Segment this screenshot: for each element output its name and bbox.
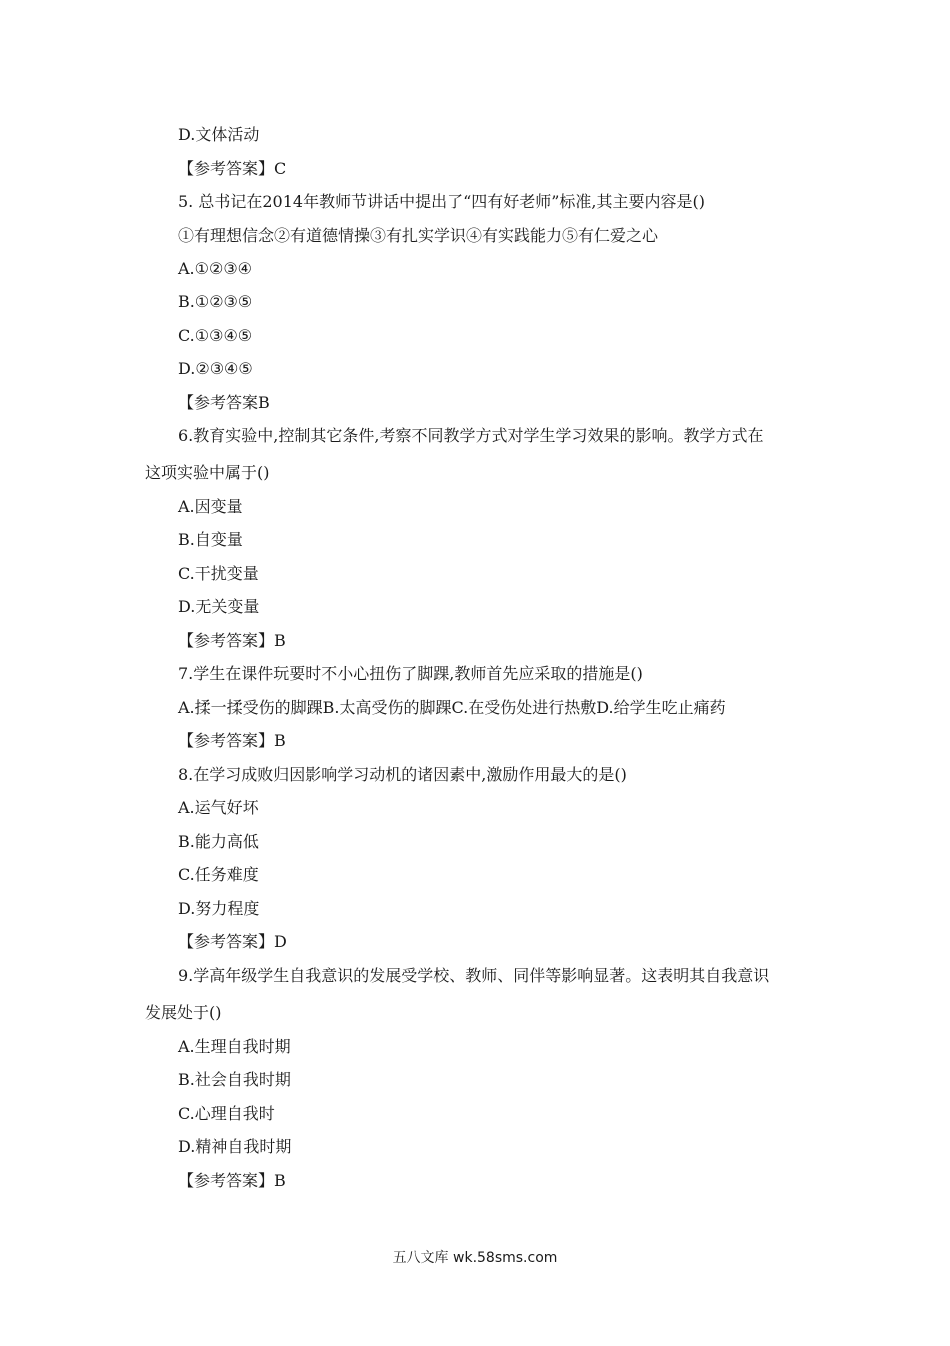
answer-q8: 【参考答案】D xyxy=(178,932,287,951)
option-a-q8: A.运气好坏 xyxy=(178,798,259,817)
question-9: 9.学高年级学生自我意识的发展受学校、教师、同伴等影响显著。这表明其自我意识 xyxy=(178,966,770,985)
answer-q5: 【参考答案B xyxy=(178,393,270,412)
option-b-q5: B.①②③⑤ xyxy=(178,292,253,311)
option-a-q9: A.生理自我时期 xyxy=(178,1037,291,1056)
option-b-q6: B.自变量 xyxy=(178,530,243,549)
answer-q7: 【参考答案】B xyxy=(178,731,286,750)
option-d-q9: D.精神自我时期 xyxy=(178,1137,292,1156)
answer-q9: 【参考答案】B xyxy=(178,1171,286,1190)
option-c-q6: C.干扰变量 xyxy=(178,564,259,583)
answer-q6: 【参考答案】B xyxy=(178,631,286,650)
option-c-q8: C.任务难度 xyxy=(178,865,259,884)
option-d-q8: D.努力程度 xyxy=(178,899,260,918)
option-a-q6: A.因变量 xyxy=(178,497,243,516)
question-9-cont: 发展处于() xyxy=(145,1003,222,1022)
question-5-items: ①有理想信念②有道德情操③有扎实学识④有实践能力⑤有仁爱之心 xyxy=(178,226,659,245)
options-q7: A.揉一揉受伤的脚踝B.太高受伤的脚踝C.在受伤处进行热敷D.给学生吃止痛药 xyxy=(178,698,726,717)
option-d-q6: D.无关变量 xyxy=(178,597,260,616)
page-footer: 五八文库 wk.58sms.com xyxy=(392,1250,558,1266)
option-c-q5: C.①③④⑤ xyxy=(178,326,253,345)
question-7: 7.学生在课件玩要时不小心扭伤了脚踝,教师首先应采取的措施是() xyxy=(178,664,643,683)
option-c-q9: C.心理自我时 xyxy=(178,1104,275,1123)
question-6-cont: 这项实验中属于() xyxy=(145,463,270,482)
answer-q4: 【参考答案】C xyxy=(178,159,287,178)
option-b-q9: B.社会自我时期 xyxy=(178,1070,291,1089)
option-d-q5: D.②③④⑤ xyxy=(178,359,253,378)
option-b-q8: B.能力高低 xyxy=(178,832,259,851)
option-a-q5: A.①②③④ xyxy=(178,259,253,278)
question-6: 6.教育实验中,控制其它条件,考察不同教学方式对学生学习效果的影响。教学方式在 xyxy=(178,426,764,445)
option-d-q4: D.文体活动 xyxy=(178,125,260,144)
question-8: 8.在学习成败归因影响学习动机的诸因素中,激励作用最大的是() xyxy=(178,765,627,784)
question-5: 5. 总书记在2014年教师节讲话中提出了“四有好老师”标准,其主要内容是() xyxy=(178,192,706,211)
